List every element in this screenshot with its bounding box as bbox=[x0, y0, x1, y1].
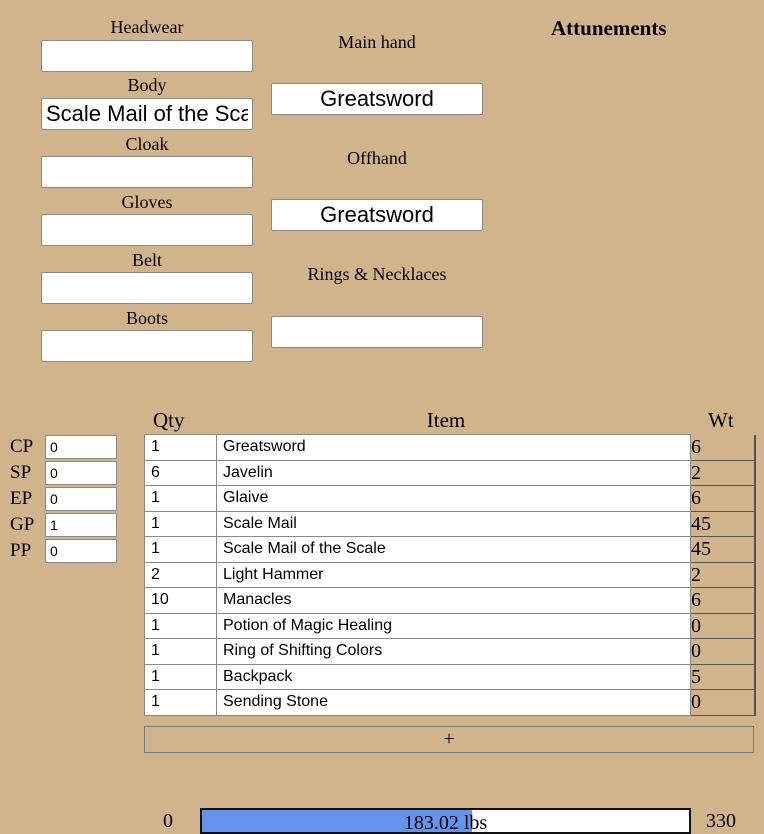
boots-label: Boots bbox=[125, 308, 168, 328]
rings-necklaces-field[interactable] bbox=[271, 316, 483, 348]
encumbrance-min: 0 bbox=[163, 810, 173, 832]
add-item-button[interactable]: + bbox=[144, 726, 754, 753]
currency-ep-input[interactable] bbox=[45, 487, 117, 511]
qty-header: Qty bbox=[153, 408, 185, 432]
qty-cell[interactable]: 1 bbox=[145, 511, 217, 537]
currency-cp-input[interactable] bbox=[45, 435, 117, 459]
gloves-field[interactable] bbox=[41, 214, 253, 246]
qty-cell[interactable]: 1 bbox=[145, 435, 217, 461]
table-row bbox=[145, 486, 755, 512]
table-row bbox=[145, 613, 755, 639]
encumbrance-current: 183.02 lbs bbox=[403, 812, 488, 834]
table-row bbox=[145, 435, 755, 461]
belt-field[interactable] bbox=[41, 272, 253, 304]
currency-pp-label: PP bbox=[10, 540, 32, 561]
table-row bbox=[145, 588, 755, 614]
item-cell[interactable]: Potion of Magic Healing bbox=[217, 613, 691, 639]
item-cell[interactable]: Javelin bbox=[217, 460, 691, 486]
qty-cell[interactable]: 2 bbox=[145, 562, 217, 588]
encumbrance-bar bbox=[200, 808, 691, 834]
table-row bbox=[145, 537, 755, 563]
main-hand-field[interactable] bbox=[271, 83, 483, 115]
item-cell[interactable]: Manacles bbox=[217, 588, 691, 614]
qty-cell[interactable]: 1 bbox=[145, 639, 217, 665]
item-header: Item bbox=[426, 408, 466, 432]
item-cell[interactable]: Glaive bbox=[217, 486, 691, 512]
wt-cell: 6 bbox=[691, 435, 755, 461]
offhand-label: Offhand bbox=[347, 148, 407, 168]
wt-header: Wt bbox=[708, 408, 734, 432]
wt-cell: 45 bbox=[691, 537, 755, 563]
currency-gp-label: GP bbox=[10, 514, 35, 535]
currency-pp-input[interactable] bbox=[45, 539, 117, 563]
offhand-field[interactable] bbox=[271, 199, 483, 231]
main-hand-label: Main hand bbox=[338, 32, 416, 52]
table-row bbox=[145, 664, 755, 690]
table-row bbox=[145, 690, 755, 716]
wt-cell: 6 bbox=[691, 486, 755, 512]
table-row bbox=[145, 639, 755, 665]
table-row bbox=[145, 460, 755, 486]
currency-ep-label: EP bbox=[10, 488, 33, 509]
body-label: Body bbox=[127, 75, 167, 95]
boots-field[interactable] bbox=[41, 330, 253, 362]
item-cell[interactable]: Backpack bbox=[217, 664, 691, 690]
wt-cell: 0 bbox=[691, 690, 755, 716]
qty-cell[interactable]: 10 bbox=[145, 588, 217, 614]
item-cell[interactable]: Ring of Shifting Colors bbox=[217, 639, 691, 665]
wt-cell: 2 bbox=[691, 460, 755, 486]
item-cell[interactable]: Scale Mail bbox=[217, 511, 691, 537]
cloak-label: Cloak bbox=[125, 134, 169, 154]
belt-label: Belt bbox=[132, 250, 162, 270]
table-row bbox=[145, 511, 755, 537]
item-cell[interactable]: Scale Mail of the Scale bbox=[217, 537, 691, 563]
currency-cp-label: CP bbox=[10, 436, 34, 457]
wt-cell: 45 bbox=[691, 511, 755, 537]
attunements-title: Attunements bbox=[551, 16, 667, 40]
headwear-label: Headwear bbox=[110, 17, 184, 37]
headwear-field[interactable] bbox=[41, 40, 253, 72]
currency-sp-label: SP bbox=[10, 462, 32, 483]
encumbrance-max: 330 bbox=[706, 810, 736, 832]
item-cell[interactable]: Light Hammer bbox=[217, 562, 691, 588]
qty-cell[interactable]: 1 bbox=[145, 664, 217, 690]
wt-cell: 0 bbox=[691, 639, 755, 665]
wt-cell: 6 bbox=[691, 588, 755, 614]
rings-necklaces-label: Rings & Necklaces bbox=[307, 264, 447, 284]
currency-gp-input[interactable] bbox=[45, 513, 117, 537]
cloak-field[interactable] bbox=[41, 156, 253, 188]
wt-cell: 5 bbox=[691, 664, 755, 690]
qty-cell[interactable]: 1 bbox=[145, 613, 217, 639]
qty-cell[interactable]: 1 bbox=[145, 690, 217, 716]
wt-cell: 2 bbox=[691, 562, 755, 588]
item-cell[interactable]: Sending Stone bbox=[217, 690, 691, 716]
body-field[interactable] bbox=[41, 98, 253, 130]
gloves-label: Gloves bbox=[121, 192, 173, 212]
item-cell[interactable]: Greatsword bbox=[217, 435, 691, 461]
table-row bbox=[145, 562, 755, 588]
currency-sp-input[interactable] bbox=[45, 461, 117, 485]
qty-cell[interactable]: 1 bbox=[145, 537, 217, 563]
wt-cell: 0 bbox=[691, 613, 755, 639]
qty-cell[interactable]: 1 bbox=[145, 486, 217, 512]
inventory-table bbox=[144, 434, 756, 716]
qty-cell[interactable]: 6 bbox=[145, 460, 217, 486]
